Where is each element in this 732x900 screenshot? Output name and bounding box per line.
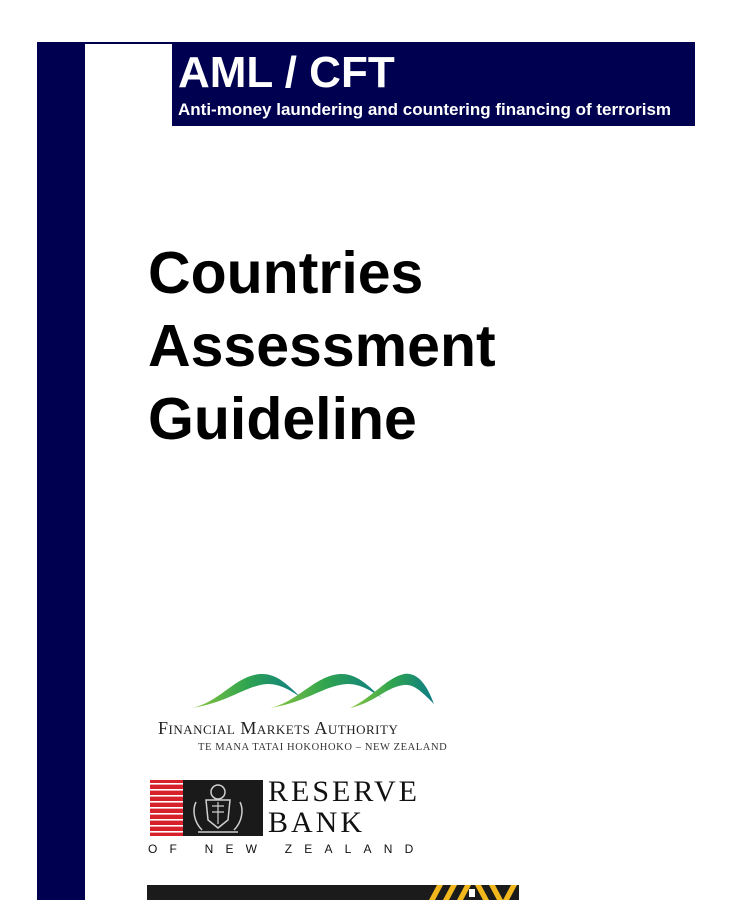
header-title: AML / CFT	[178, 48, 395, 97]
document-title-line-2: Assessment	[148, 313, 496, 379]
rbnz-of-new-zealand: OF NEW ZEALAND	[148, 842, 426, 856]
document-title	[148, 237, 496, 456]
rbnz-crest-icon	[188, 780, 248, 836]
rbnz-reserve: RESERVE	[268, 775, 420, 808]
document-title-line-3: Guideline	[148, 386, 417, 452]
header-banner	[172, 42, 695, 126]
left-side-bar	[37, 42, 85, 900]
document-title-line-1: Countries	[148, 240, 424, 306]
rbnz-stripes-icon	[150, 780, 183, 836]
dia-logo-band	[147, 885, 519, 900]
header-subtitle: Anti-money laundering and countering financing of terrorism	[178, 100, 672, 119]
rbnz-logo	[148, 775, 426, 858]
top-rule	[85, 42, 172, 44]
fma-tagline: TE MANA TATAI HOKOHOKO – NEW ZEALAND	[198, 742, 448, 753]
dia-pattern-icon	[429, 885, 519, 900]
rbnz-bank: BANK	[268, 806, 366, 839]
fma-logo	[158, 668, 468, 760]
fma-name: Financial Markets Authority	[158, 718, 399, 738]
fma-wave-icon	[190, 668, 436, 712]
